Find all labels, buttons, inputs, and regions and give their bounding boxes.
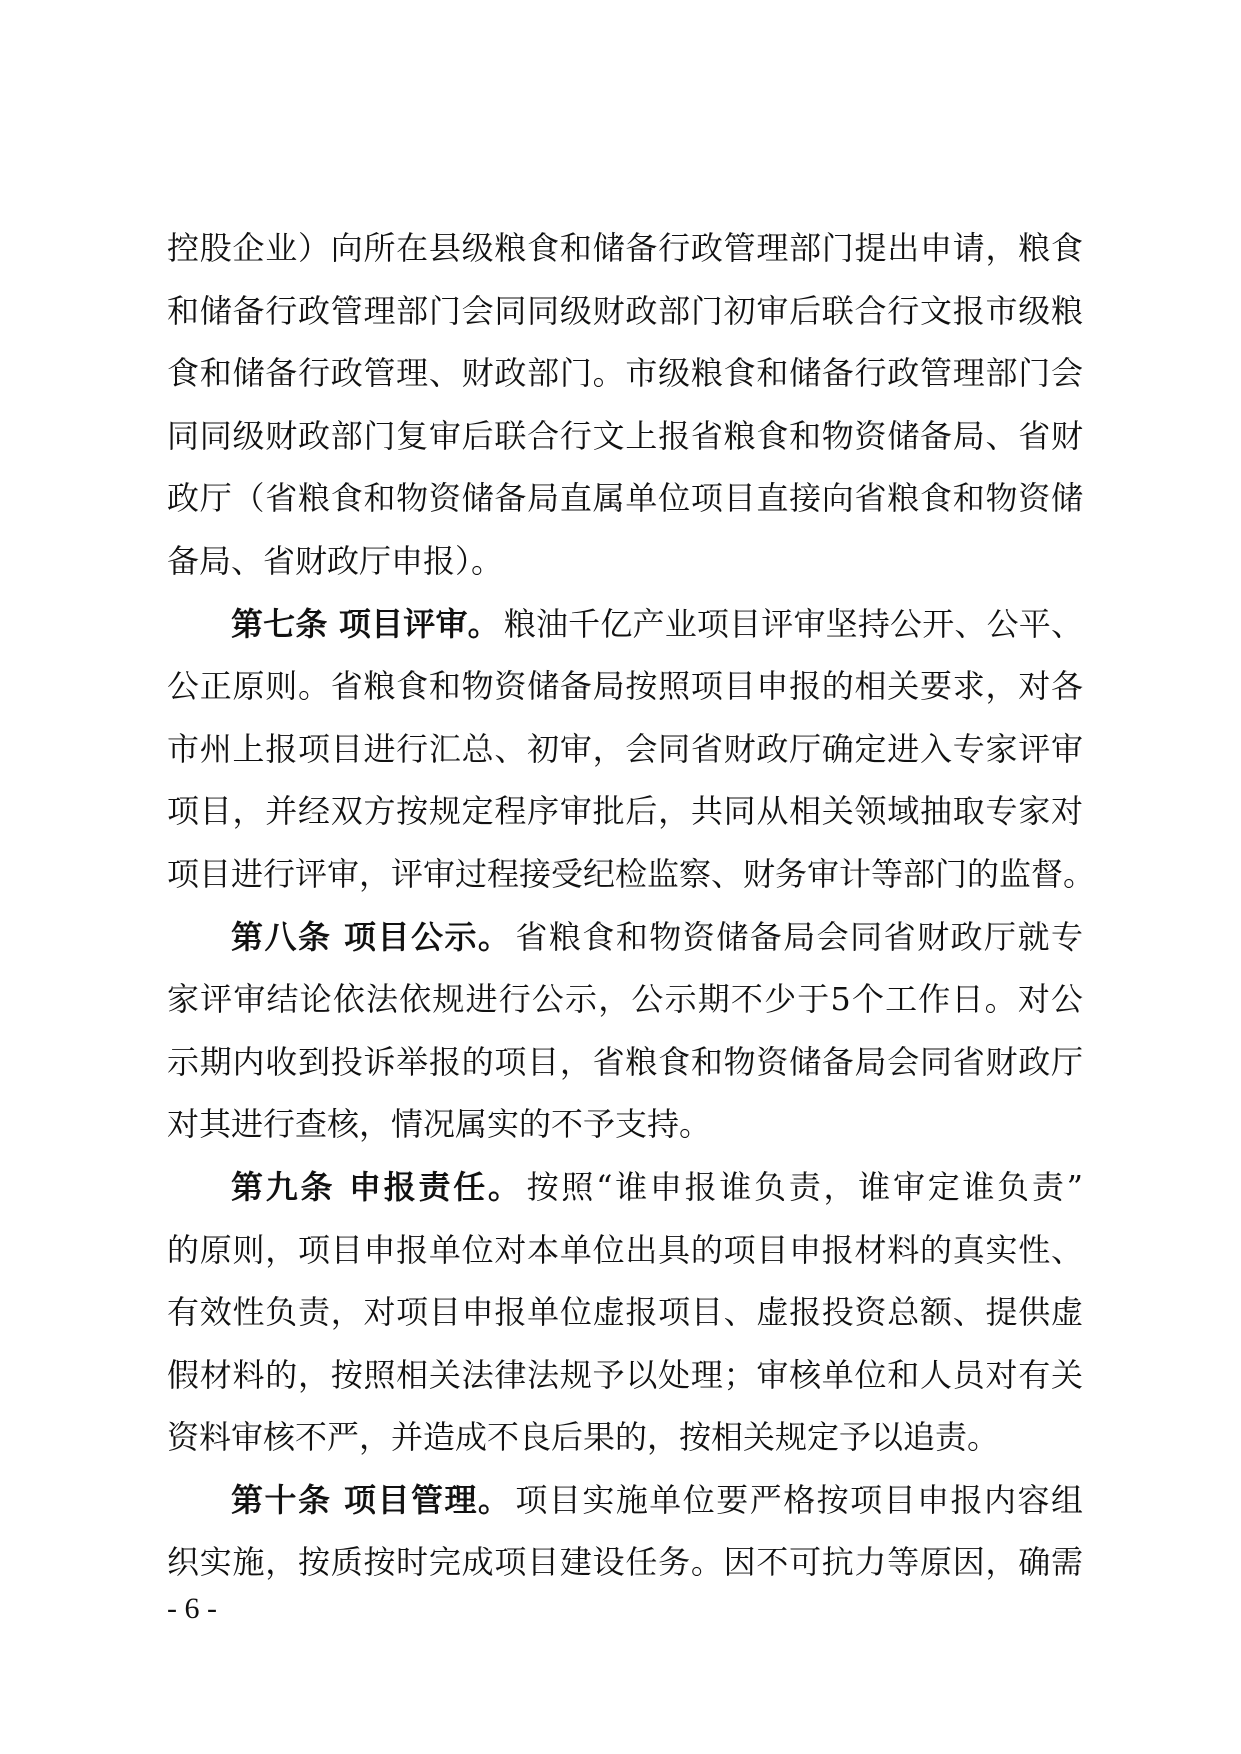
line-text: 食和储备行政管理、财政部门。市级粮食和储备行政管理部门会	[167, 354, 1083, 393]
line-text: 示期内收到投诉举报的项目，省粮食和物资储备局会同省财政厅	[167, 1042, 1083, 1081]
line-text: 有效性负责，对项目申报单位虚报项目、虚报投资总额、提供虚	[167, 1293, 1083, 1332]
line-text: 控股企业）向所在县级粮食和储备行政管理部门提出申请，粮食	[167, 229, 1083, 267]
text-line	[167, 660, 1083, 723]
text-line	[167, 285, 1083, 348]
text-line	[167, 1536, 1083, 1599]
line-text: 备局、省财政厅申报）。	[167, 541, 504, 580]
line-text: 资料审核不严，并造成不良后果的，按相关规定予以追责。	[167, 1418, 1000, 1457]
line-text: 按照“谁申报谁负责，谁审定谁负责”	[526, 1167, 1083, 1206]
text-line	[167, 1161, 1083, 1224]
text-line	[167, 1224, 1083, 1287]
line-text: 项目，并经双方按规定程序审批后，共同从相关领域抽取专家对	[167, 792, 1083, 831]
article-heading: 第九条 申报责任。	[231, 1167, 523, 1206]
line-text: 假材料的，按照相关法律法规予以处理；审核单位和人员对有关	[167, 1355, 1083, 1394]
text-line	[167, 1098, 1083, 1161]
article-heading: 第八条 项目公示。	[231, 917, 512, 956]
article-paragraph	[167, 1474, 1083, 1599]
article-heading: 第十条 项目管理。	[231, 1480, 512, 1519]
line-text: 市州上报项目进行汇总、初审，会同省财政厅确定进入专家评审	[167, 729, 1083, 768]
line-text: 同同级财政部门复审后联合行文上报省粮食和物资储备局、省财	[167, 416, 1083, 455]
text-line	[167, 785, 1083, 848]
text-line	[167, 723, 1083, 786]
text-line	[167, 410, 1083, 473]
text-line	[167, 1036, 1083, 1099]
body-text	[167, 222, 1096, 1599]
text-line	[167, 1411, 1083, 1474]
article-paragraph	[167, 598, 1096, 911]
text-line	[167, 911, 1083, 974]
text-line	[167, 1474, 1083, 1537]
text-line	[167, 1349, 1083, 1412]
text-line	[167, 1286, 1083, 1349]
line-text: 对其进行查核，情况属实的不予支持。	[167, 1105, 712, 1144]
line-text: 项目实施单位要严格按项目申报内容组	[515, 1480, 1083, 1519]
article-paragraph	[167, 1161, 1083, 1474]
article-paragraph	[167, 911, 1083, 1161]
line-text: 的原则，项目申报单位对本单位出具的项目申报材料的真实性、	[167, 1230, 1083, 1269]
line-text: 公正原则。省粮食和物资储备局按照项目申报的相关要求，对各	[167, 667, 1083, 706]
line-text: 织实施，按质按时完成项目建设任务。因不可抗力等原因，确需	[167, 1543, 1083, 1582]
line-text: 省粮食和物资储备局会同省财政厅就专	[515, 917, 1083, 956]
text-line	[167, 535, 1083, 598]
text-line	[167, 973, 1083, 1036]
text-line	[167, 598, 1083, 661]
article-heading: 第七条 项目评审。	[231, 604, 500, 643]
paragraph	[167, 222, 1083, 598]
text-line	[167, 347, 1083, 410]
line-text: 粮油千亿产业项目评审坚持公开、公平、	[503, 604, 1083, 643]
line-text: 项目进行评审，评审过程接受纪检监察、财务审计等部门的监督。	[167, 854, 1096, 893]
line-text: 家评审结论依法依规进行公示，公示期不少于5个工作日。对公	[167, 980, 1083, 1019]
line-text: 和储备行政管理部门会同同级财政部门初审后联合行文报市级粮	[167, 291, 1083, 330]
text-line	[167, 222, 1083, 285]
page-number: - 6 -	[167, 1592, 217, 1625]
line-text: 政厅（省粮食和物资储备局直属单位项目直接向省粮食和物资储	[167, 479, 1083, 518]
text-line	[167, 472, 1083, 535]
text-line	[167, 848, 1096, 911]
